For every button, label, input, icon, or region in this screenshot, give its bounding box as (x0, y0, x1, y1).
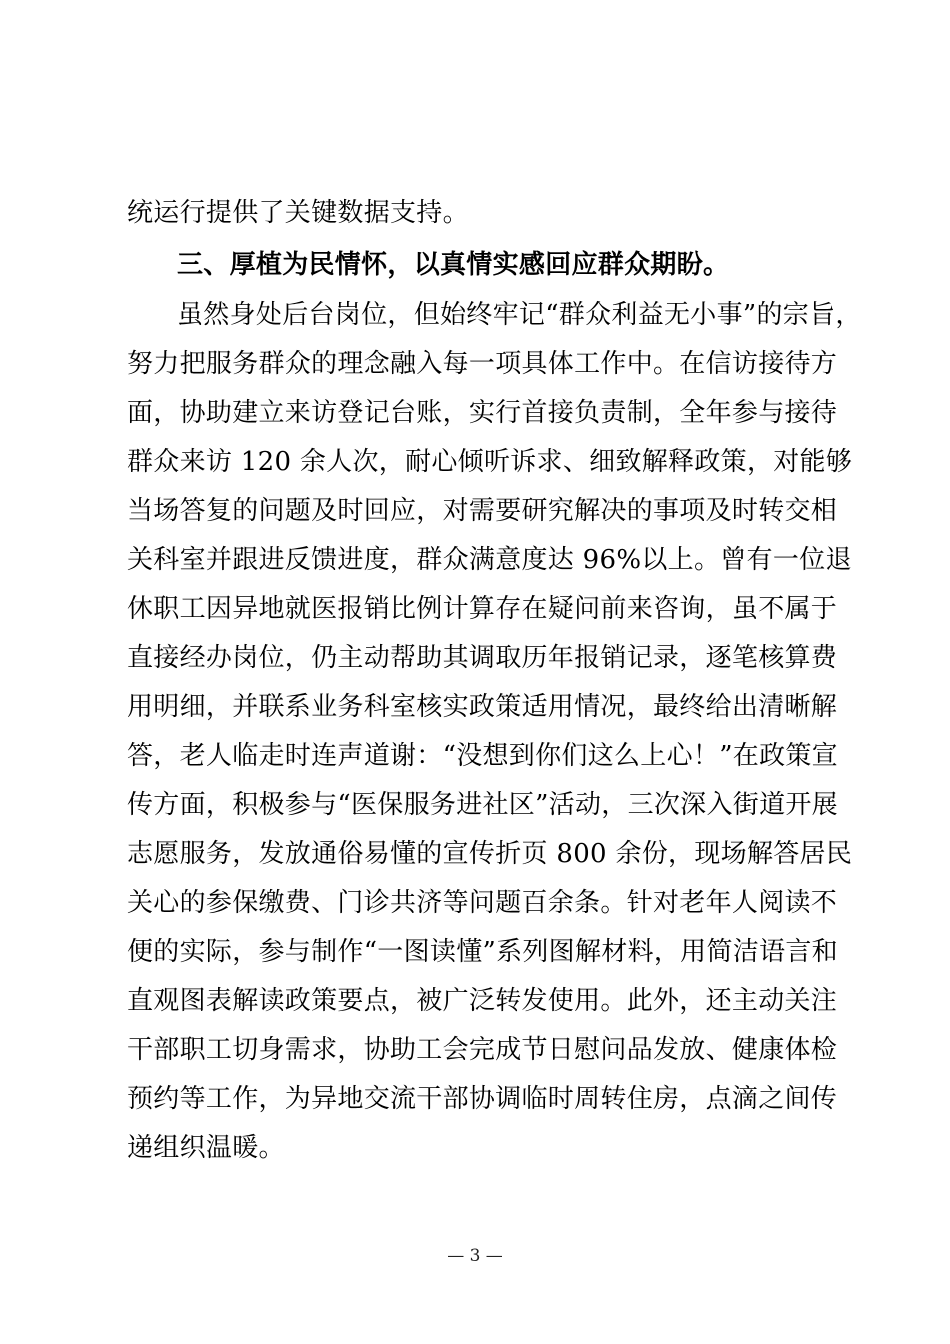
body-line: 关心的参保缴费、门诊共济等问题百余条。针对老年人阅读不 (127, 888, 838, 918)
body-line: 用明细，并联系业务科室核实政策适用情况，最终给出清晰解 (127, 692, 838, 722)
body-line: 答，老人临走时连声道谢：“没想到你们这么上心！”在政策宣 (127, 741, 838, 771)
body-line: 休职工因异地就医报销比例计算存在疑问前来咨询，虽不属于 (127, 594, 838, 624)
body-line: 志愿服务，发放通俗易懂的宣传折页 800 余份，现场解答居民 (127, 839, 853, 869)
body-line: 直接经办岗位，仍主动帮助其调取历年报销记录，逐笔核算费 (127, 643, 838, 673)
body-line: 努力把服务群众的理念融入每一项具体工作中。在信访接待方 (127, 349, 838, 379)
body-line: 便的实际，参与制作“一图读懂”系列图解材料，用简洁语言和 (127, 937, 838, 967)
body-line: 当场答复的问题及时回应，对需要研究解决的事项及时转交相 (127, 496, 838, 526)
body-line: 统运行提供了关键数据支持。 (127, 198, 469, 228)
section-heading: 三、厚植为民情怀，以真情实感回应群众期盼。 (177, 250, 730, 280)
body-line: 预约等工作，为异地交流干部协调临时周转住房，点滴之间传 (127, 1084, 838, 1114)
paragraph-first-line: 虽然身处后台岗位，但始终牢记“群众利益无小事”的宗旨， (177, 300, 862, 330)
body-line: 关科室并跟进反馈进度，群众满意度达 96%以上。曾有一位退 (127, 545, 852, 575)
body-line: 直观图表解读政策要点，被广泛转发使用。此外，还主动关注 (127, 986, 838, 1016)
page-number: — 3 — (447, 1246, 503, 1266)
body-line: 传方面，积极参与“医保服务进社区”活动，三次深入街道开展 (127, 790, 838, 820)
body-line: 群众来访 120 余人次，耐心倾听诉求、细致解释政策，对能够 (127, 447, 853, 477)
body-line: 递组织温暖。 (127, 1133, 285, 1163)
body-line: 面，协助建立来访登记台账，实行首接负责制，全年参与接待 (127, 398, 838, 428)
body-line: 干部职工切身需求，协助工会完成节日慰问品发放、健康体检 (127, 1035, 838, 1065)
